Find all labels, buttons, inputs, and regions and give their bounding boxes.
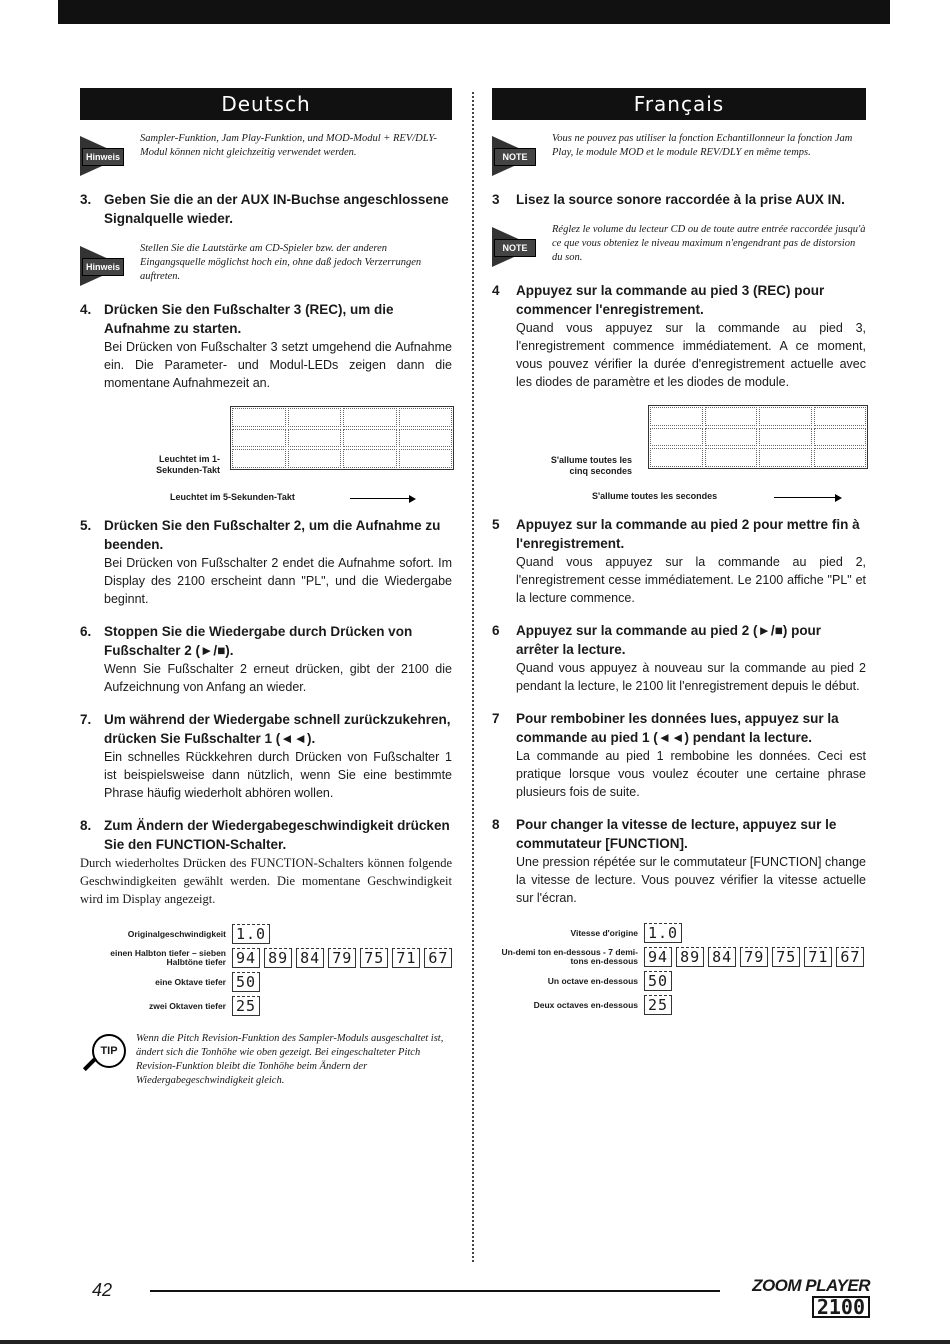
speed-label: Originalgeschwindigkeit — [127, 928, 226, 939]
speed-list — [80, 922, 452, 1018]
step-number: 6 — [492, 623, 500, 638]
step-title: Stoppen Sie die Wiedergabe durch Drücken von Fußschalter 2 (►/■). — [104, 624, 413, 658]
speed-label: Deux octaves en-dessous — [533, 999, 638, 1010]
step-number: 4 — [492, 283, 500, 298]
diagram-label-1s: Leuchtet im 1-Sekunden-Takt — [156, 454, 220, 475]
parameter-led-panel — [230, 406, 454, 470]
step-title: Appuyez sur la commande au pied 2 (►/■) pour arrêter la lecture. — [516, 623, 822, 657]
lcd-value: 25 — [644, 995, 672, 1015]
lcd-value: 89 — [676, 947, 704, 967]
arrow-icon — [350, 498, 414, 499]
speed-row — [492, 945, 866, 969]
step-number: 3. — [80, 192, 92, 207]
speed-row — [492, 921, 866, 945]
step-body: Une pression répétée sur le commutateur [FUNCTION] change la vitesse de lecture. Vous pouvez vérifier la vitesse actuelle sur l'écran. — [516, 855, 866, 905]
lcd-value: 79 — [740, 947, 768, 967]
lcd-value: 94 — [232, 948, 260, 968]
step-5 — [80, 516, 452, 608]
step-title: Drücken Sie den Fußschalter 2, um die Aufnahme zu beenden. — [104, 518, 441, 552]
step-title: Pour rembobiner les données lues, appuyez sur la commande au pied 1 (◄◄) pendant la lecture. — [516, 711, 839, 745]
section-header-deutsch: Deutsch — [80, 88, 452, 120]
step-body: Wenn Sie Fußschalter 2 erneut drücken, gibt der 2100 die Aufzeichnung von Anfang an wieder. — [104, 662, 452, 694]
lcd-value: 67 — [424, 948, 452, 968]
step-title: Appuyez sur la commande au pied 3 (REC) pour commencer l'enregistrement. — [516, 283, 825, 317]
step-8 — [492, 815, 866, 907]
note-icon: NOTE — [492, 136, 542, 176]
lcd-value: 84 — [296, 948, 324, 968]
lcd-value: 79 — [328, 948, 356, 968]
step-body: Quand vous appuyez à nouveau sur la commande au pied 2 pendant la lecture, le 2100 lit l'enregistrement depuis le début. — [516, 661, 866, 693]
note-hinweis-2 — [80, 242, 452, 286]
lcd-value: 50 — [644, 971, 672, 991]
step-body: Bei Drücken von Fußschalter 3 setzt umgehend die Aufnahme ein. Die Parameter- und Modul-LEDs zeigen dann die momentane Aufnahmezeit an. — [104, 340, 452, 390]
lcd-value: 84 — [708, 947, 736, 967]
step-4 — [80, 300, 452, 392]
step-number: 8 — [492, 817, 500, 832]
step-body: Durch wiederholtes Drücken des FUNCTION-Schalters können folgende Geschwindigkeiten gewählt werden. Die momentane Geschwindigkeit wird im Display angezeigt. — [80, 856, 452, 906]
step-body: Quand vous appuyez sur la commande au pied 2, l'enregistrement cesse immédiatement. Le 2100 affiche "PL" et la lecture commence. — [516, 555, 866, 605]
step-8 — [80, 816, 452, 908]
led-diagram — [492, 405, 866, 505]
step-title: Um während der Wiedergabe schnell zurückzukehren, drücken Sie Fußschalter 1 (◄◄). — [104, 712, 451, 746]
lcd-value: 1.0 — [232, 924, 270, 944]
top-black-bar — [58, 0, 890, 24]
step-3 — [492, 190, 866, 209]
tip-box — [80, 1032, 452, 1088]
column-francais — [492, 88, 866, 1025]
bottom-bar — [0, 1340, 950, 1344]
lcd-value: 25 — [232, 996, 260, 1016]
column-divider — [472, 92, 474, 1262]
step-number: 7 — [492, 711, 500, 726]
speed-row — [80, 994, 452, 1018]
note-text: Stellen Sie die Lautstärke am CD-Spieler bzw. der anderen Eingangsquelle möglichst hoch ein, ohne daß jedoch Verzerrungen auftreten. — [140, 243, 422, 282]
note-2 — [492, 223, 866, 267]
brand-logo — [730, 1276, 870, 1319]
note-text: Vous ne pouvez pas utiliser la fonction Echantillonneur la fonction Jam Play, le module MOD et le module REV/DLY en même temps. — [552, 133, 853, 158]
step-number: 5 — [492, 517, 500, 532]
note-hinweis-1 — [80, 132, 452, 176]
step-7 — [80, 710, 452, 802]
step-title: Appuyez sur la commande au pied 2 pour mettre fin à l'enregistrement. — [516, 517, 860, 551]
step-number: 3 — [492, 192, 500, 207]
step-number: 6. — [80, 624, 92, 639]
speed-row — [80, 970, 452, 994]
step-number: 4. — [80, 302, 92, 317]
hinweis-icon: Hinweis — [80, 136, 130, 176]
speed-label: einen Halbton tiefer – sieben Halbtöne tiefer — [110, 948, 226, 967]
lcd-value: 1.0 — [644, 923, 682, 943]
brand-name: ZOOM PLAYER — [752, 1276, 870, 1295]
speed-label: Un-demi ton en-dessous - 7 demi-tons en-dessous — [501, 947, 638, 966]
lcd-value: 94 — [644, 947, 672, 967]
speed-label: zwei Oktaven tiefer — [148, 1000, 226, 1011]
tip-text: Wenn die Pitch Revision-Funktion des Sampler-Moduls ausgeschaltet ist, ändert sich die Tonhöhe wie oben gezeigt. Bei eingeschalteter Pitch Revision-Funktion bleibt die Tonhöhe beim Ändern der Wiedergabegeschwindigkeit gleich. — [136, 1033, 444, 1086]
brand-model: 2100 — [812, 1296, 870, 1318]
speed-label: Un octave en-dessous — [547, 975, 638, 986]
lcd-value: 67 — [836, 947, 864, 967]
step-body: Quand vous appuyez sur la commande au pied 3, l'enregistrement commence immédiatement. A ce moment, vous pouvez vérifier la durée d'enregistrement actuelle avec les diodes de paramètre et les diodes de module. — [516, 321, 866, 389]
arrow-icon — [774, 497, 840, 498]
step-body: La commande au pied 1 rembobine les données. Ceci est pratique lorsque vous voulez écouter une certaine phrase plusieurs fois de suite. — [516, 749, 866, 799]
note-1 — [492, 132, 866, 176]
parameter-led-panel — [648, 405, 868, 469]
step-5 — [492, 515, 866, 607]
speed-row — [492, 993, 866, 1017]
speed-label: Vitesse d'origine — [570, 927, 638, 938]
note-text: Réglez le volume du lecteur CD ou de toute autre entrée raccordée jusqu'à ce que vous obteniez le niveau maximum n'engendrant pas de distorsion du son. — [552, 224, 866, 263]
note-icon: NOTE — [492, 227, 542, 267]
step-body: Ein schnelles Rückkehren durch Drücken von Fußschalter 1 ist beispielsweise dann nützlich, wenn Sie eine bestimmte Phrase häufig wiederholt abhören wollen. — [104, 750, 452, 800]
lcd-value: 75 — [360, 948, 388, 968]
step-4 — [492, 281, 866, 391]
step-7 — [492, 709, 866, 801]
step-title: Lisez la source sonore raccordée à la prise AUX IN. — [516, 192, 845, 207]
step-title: Zum Ändern der Wiedergabegeschwindigkeit drücken Sie den FUNCTION-Schalter. — [104, 818, 450, 852]
speed-row — [80, 946, 452, 970]
lcd-value: 89 — [264, 948, 292, 968]
step-number: 7. — [80, 712, 92, 727]
step-body: Bei Drücken von Fußschalter 2 endet die Aufnahme sofort. Im Display des 2100 erscheint dann "PL", und die Wiedergabe beginnt. — [104, 556, 452, 606]
step-6 — [492, 621, 866, 695]
diagram-label-5s: Leuchtet im 5-Sekunden-Takt — [170, 492, 295, 502]
speed-label: eine Oktave tiefer — [155, 976, 226, 987]
lcd-value: 71 — [392, 948, 420, 968]
column-deutsch — [80, 88, 452, 1088]
lcd-value: 71 — [804, 947, 832, 967]
page-number: 42 — [92, 1280, 113, 1300]
speed-row — [80, 922, 452, 946]
footer-rule — [150, 1290, 720, 1292]
step-number: 5. — [80, 518, 92, 533]
speed-list — [492, 921, 866, 1017]
tip-magnifier-icon: TIP — [80, 1032, 126, 1078]
hinweis-icon: Hinweis — [80, 246, 130, 286]
lcd-value: 75 — [772, 947, 800, 967]
step-title: Geben Sie die an der AUX IN-Buchse angeschlossene Signalquelle wieder. — [104, 192, 449, 226]
step-3 — [80, 190, 452, 228]
lcd-value: 50 — [232, 972, 260, 992]
note-text: Sampler-Funktion, Jam Play-Funktion, und MOD-Modul + REV/DLY-Modul können nicht gleichzeitig verwendet werden. — [140, 133, 437, 158]
led-diagram — [80, 406, 452, 506]
step-6 — [80, 622, 452, 696]
step-title: Drücken Sie den Fußschalter 3 (REC), um die Aufnahme zu starten. — [104, 302, 394, 336]
speed-row — [492, 969, 866, 993]
diagram-label-5s: S'allume toutes les cinq secondes — [550, 455, 632, 476]
section-header-francais: Français — [492, 88, 866, 120]
diagram-label-1s: S'allume toutes les secondes — [592, 491, 718, 501]
step-title: Pour changer la vitesse de lecture, appuyez sur le commutateur [FUNCTION]. — [516, 817, 837, 851]
step-number: 8. — [80, 818, 92, 833]
